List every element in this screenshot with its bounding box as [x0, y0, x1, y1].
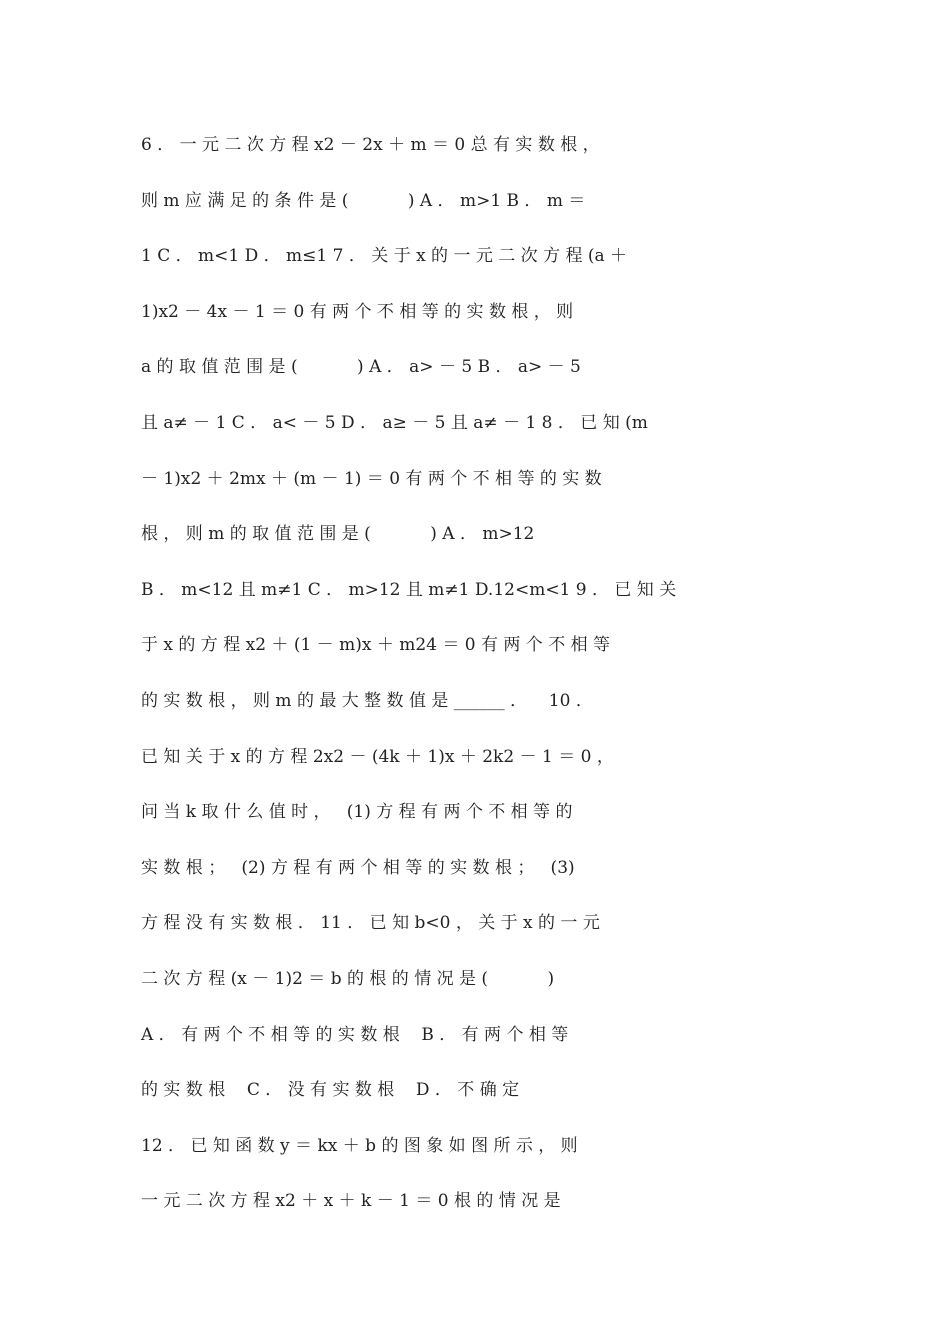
- text-line: 问 当 k 取 什 么 值 时 ， (1) 方 程 有 两 个 不 相 等 的: [141, 802, 573, 822]
- text-line: a 的 取 值 范 围 是 ( ) A ． a> － 5 B ． a> － 5: [141, 357, 581, 377]
- text-line: － 1)x2 ＋ 2mx ＋ (m － 1) ＝ 0 有 两 个 不 相 等 的 实 数: [141, 469, 602, 489]
- text-line: 的 实 数 根 C ． 没 有 实 数 根 D ． 不 确 定: [141, 1080, 520, 1100]
- text-line: 6 ． 一 元 二 次 方 程 x2 － 2x ＋ m ＝ 0 总 有 实 数 根 ，: [141, 135, 600, 155]
- text-line: 实 数 根 ； (2) 方 程 有 两 个 相 等 的 实 数 根 ； (3): [141, 858, 575, 878]
- text-line: 二 次 方 程 (x － 1)2 ＝ b 的 根 的 情 况 是 ( ): [141, 969, 555, 989]
- text-line: 一 元 二 次 方 程 x2 ＋ x ＋ k － 1 ＝ 0 根 的 情 况 是: [141, 1191, 561, 1211]
- text-line: 的 实 数 根 ， 则 m 的 最 大 整 数 值 是 ______ ． 10 ．: [141, 691, 593, 711]
- text-line: 1)x2 － 4x － 1 ＝ 0 有 两 个 不 相 等 的 实 数 根 ， 则: [141, 302, 574, 322]
- text-line: 于 x 的 方 程 x2 ＋ (1 － m)x ＋ m24 ＝ 0 有 两 个 不 相 等: [141, 635, 611, 655]
- text-line: 方 程 没 有 实 数 根 ． 11 ． 已 知 b<0 ， 关 于 x 的 一 元: [141, 913, 600, 933]
- text-line: 根 ， 则 m 的 取 值 范 围 是 ( ) A ． m>12: [141, 524, 535, 544]
- text-line: 1 C ． m<1 D ． m≤1 7 ． 关 于 x 的 一 元 二 次 方 程 (a ＋: [141, 246, 628, 266]
- text-line: 且 a≠ － 1 C ． a< － 5 D ． a≥ － 5 且 a≠ － 1 8 ． 已 知 (m: [141, 413, 648, 433]
- text-line: B ． m<12 且 m≠1 C ． m>12 且 m≠1 D.12<m<1 9 ． 已 知 关: [141, 580, 677, 600]
- text-line: 则 m 应 满 足 的 条 件 是 ( ) A ． m>1 B ． m ＝: [141, 191, 586, 211]
- text-line: A ． 有 两 个 不 相 等 的 实 数 根 B ． 有 两 个 相 等: [141, 1025, 569, 1045]
- text-line: 已 知 关 于 x 的 方 程 2x2 － (4k ＋ 1)x ＋ 2k2 － 1 ＝ 0 ，: [141, 747, 614, 767]
- text-line: 12 ． 已 知 函 数 y ＝ kx ＋ b 的 图 象 如 图 所 示 ， 则: [141, 1136, 578, 1156]
